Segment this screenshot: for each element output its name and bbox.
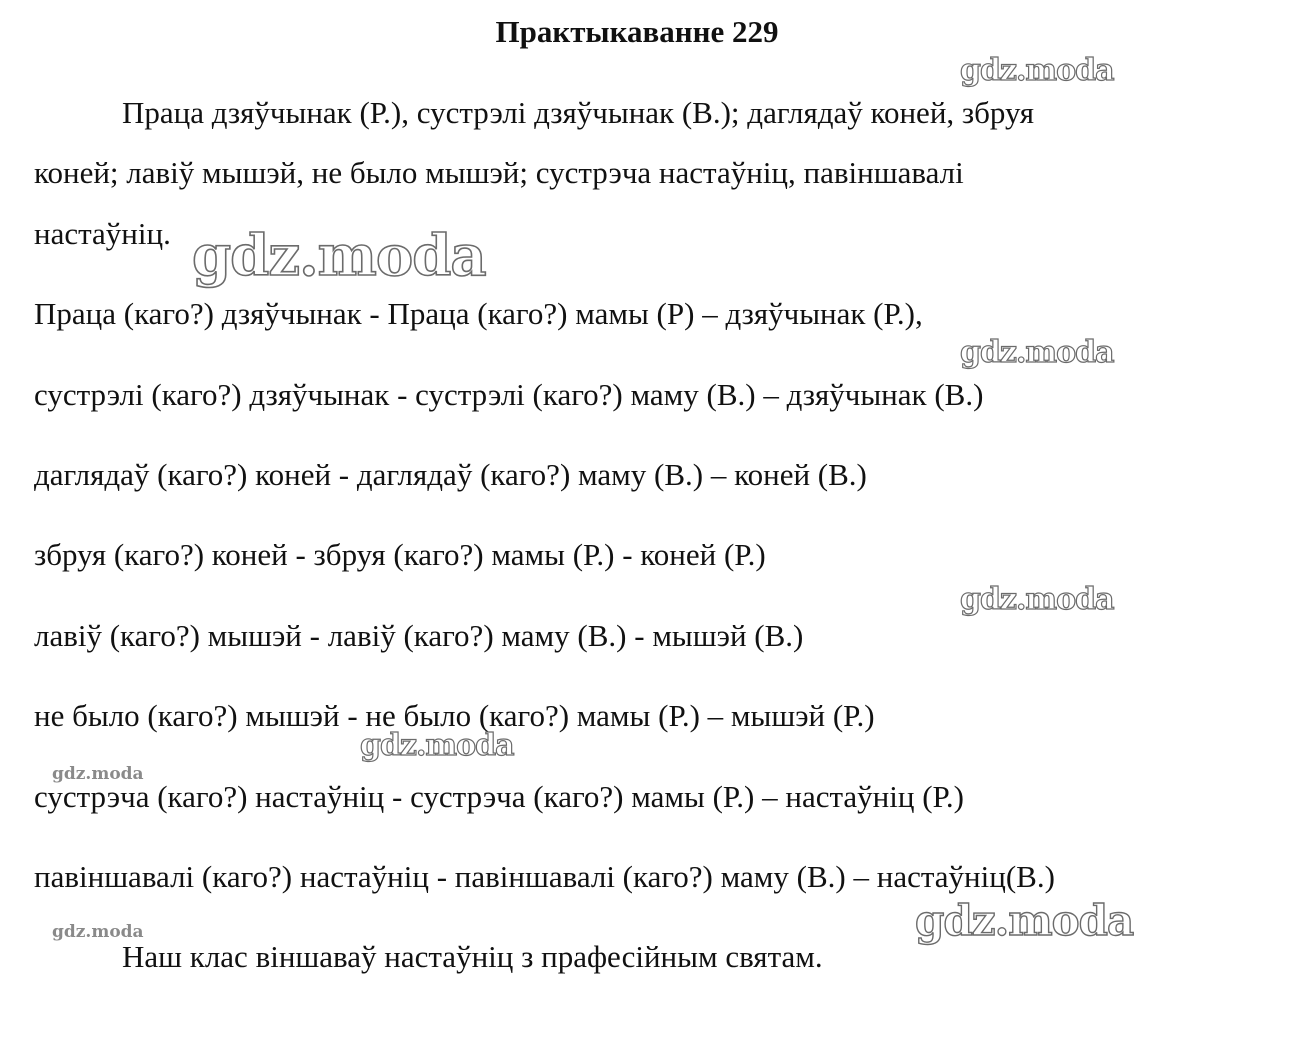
analysis-line-7: сустрэча (каго?) настаўніц - сустрэча (каго?) мамы (Р.) – настаўніц (Р.) (34, 779, 964, 814)
intro-line-2: коней; лавіў мышэй, не было мышэй; сустрэча настаўніц, павіншавалі (34, 155, 964, 190)
watermark-logo: gdz.moda (960, 582, 1114, 617)
watermark-logo: gdz.moda (52, 922, 144, 942)
watermark-logo: gdz.moda (960, 335, 1114, 370)
watermark-logo: gdz.moda (360, 728, 514, 763)
analysis-line-2: сустрэлі (каго?) дзяўчынак - сустрэлі (каго?) маму (В.) – дзяўчынак (В.) (34, 377, 984, 412)
analysis-line-1: Праца (каго?) дзяўчынак - Праца (каго?) мамы (Р) – дзяўчынак (Р.), (34, 296, 923, 331)
watermark-logo: gdz.moda (52, 764, 144, 784)
analysis-line-5: лавіў (каго?) мышэй - лавіў (каго?) маму (В.) - мышэй (В.) (34, 618, 804, 653)
intro-line-1: Праца дзяўчынак (Р.), сустрэлі дзяўчынак (В.); даглядаў коней, збруя (122, 95, 1035, 130)
intro-line-3: настаўніц. (34, 216, 171, 251)
closing-sentence: Наш клас віншаваў настаўніц з прафесійным святам. (122, 939, 823, 974)
watermark-logo: gdz.moda (192, 223, 486, 289)
analysis-line-8: павіншавалі (каго?) настаўніц - павіншавалі (каго?) маму (В.) – настаўніц(В.) (34, 859, 1055, 894)
exercise-title: Практыкаванне 229 (495, 14, 779, 49)
analysis-line-4: збруя (каго?) коней - збруя (каго?) мамы (Р.) - коней (Р.) (34, 537, 766, 572)
analysis-line-3: даглядаў (каго?) коней - даглядаў (каго?) маму (В.) – коней (В.) (34, 457, 867, 492)
watermark-logo: gdz.moda (960, 53, 1114, 88)
watermark-logo: gdz.moda (915, 896, 1134, 945)
analysis-line-6: не было (каго?) мышэй - не было (каго?) мамы (Р.) – мышэй (Р.) (34, 698, 875, 733)
